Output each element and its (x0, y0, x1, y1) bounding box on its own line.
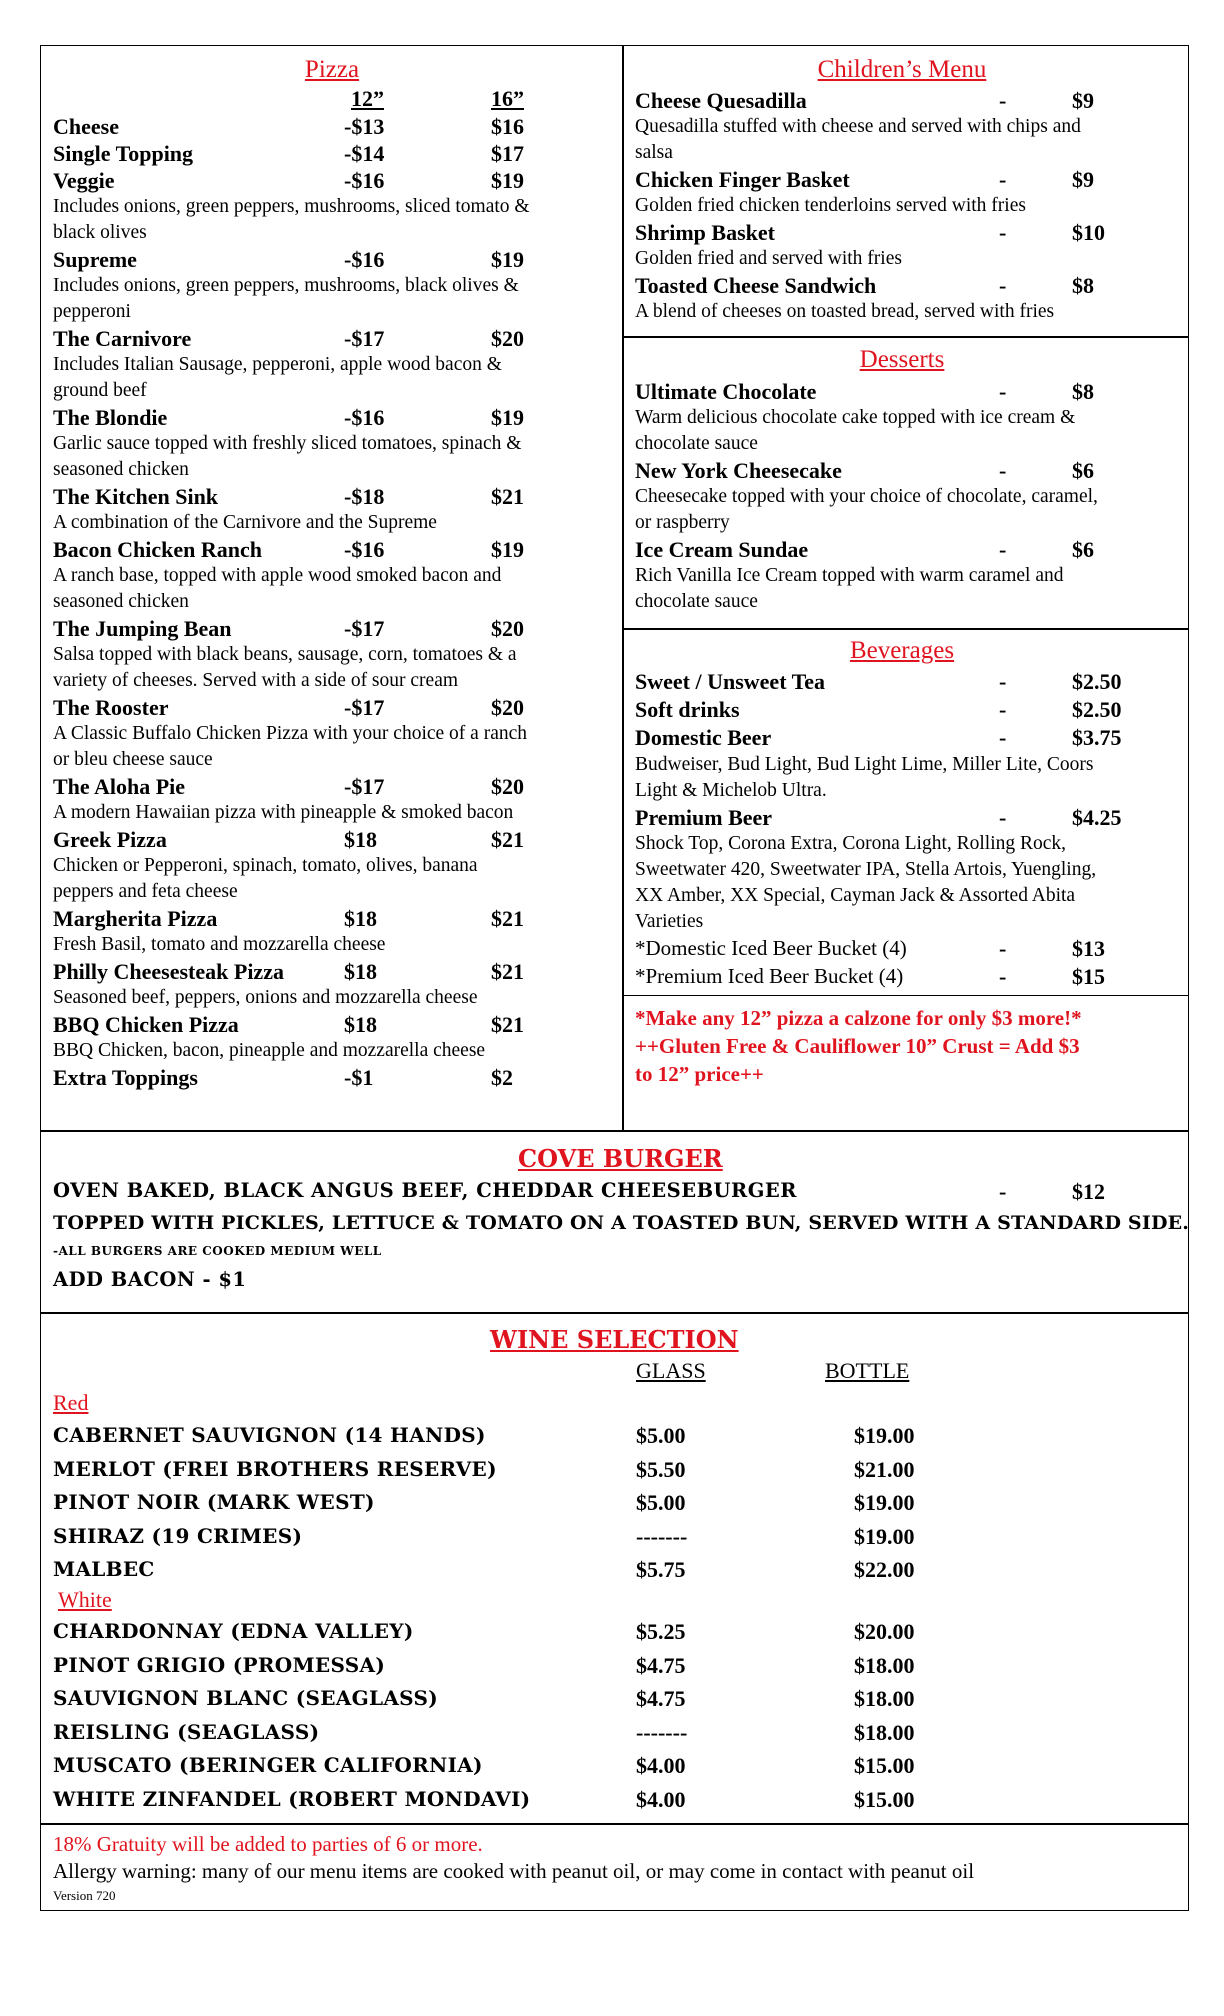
pizza-price-16: $2 (491, 1065, 513, 1090)
wine-glass-price: $5.75 (636, 1557, 686, 1582)
kids-item-name: Chicken Finger Basket (635, 167, 850, 192)
kids-item-price: $10 (1072, 220, 1105, 245)
red-wine-label: Red (53, 1390, 89, 1415)
pizza-name: The Carnivore (53, 326, 192, 351)
pizza-price-12: $18 (344, 906, 377, 931)
pizza-price-16: $21 (491, 906, 524, 931)
kids-item-price: $9 (1072, 88, 1094, 113)
gluten-free-note-cont: to 12” price++ (635, 1062, 764, 1086)
wine-bottle-price: $18.00 (854, 1686, 915, 1711)
kids-item-price: $8 (1072, 273, 1094, 298)
premium-bucket-price: $15 (1072, 964, 1105, 989)
pizza-price-16: $19 (491, 537, 524, 562)
pizza-price-16: $20 (491, 695, 524, 720)
pizza-price-16: $21 (491, 1012, 524, 1037)
pizza-price-16: $20 (491, 616, 524, 641)
wine-glass-price: ------- (636, 1523, 688, 1549)
wine-name: CABERNET SAUVIGNON (14 HANDS) (53, 1423, 486, 1447)
gratuity-note: 18% Gratuity will be added to parties of 6 or more. (53, 1832, 483, 1856)
pizza-desc: ground beef (53, 380, 147, 401)
wine-bottle-price: $15.00 (854, 1753, 915, 1778)
pizza-desc: seasoned chicken (53, 459, 189, 480)
pizza-price-16: $16 (491, 114, 524, 139)
col-16-header: 16” (491, 86, 524, 111)
wine-name: REISLING (SEAGLASS) (53, 1719, 320, 1744)
wine-bottle-price: $19.00 (854, 1423, 915, 1448)
pizza-desc: or bleu cheese sauce (53, 749, 213, 770)
premium-bucket-dash: - (999, 964, 1007, 989)
pizza-price-12: -$17 (344, 695, 385, 720)
kids-item-desc: Golden fried and served with fries (635, 248, 902, 269)
wine-glass-price: $4.75 (636, 1686, 686, 1711)
kids-item-dash: - (999, 167, 1007, 192)
kids-item-price: $9 (1072, 167, 1094, 192)
dessert-desc: Warm delicious chocolate cake topped with ice cream & (635, 407, 1076, 428)
desserts-title: Desserts (859, 346, 945, 373)
kids-item-desc: A blend of cheeses on toasted bread, served with fries (635, 301, 1055, 322)
pizza-desc: A modern Hawaiian pizza with pineapple & smoked bacon (53, 802, 514, 823)
dessert-desc: chocolate sauce (635, 433, 758, 454)
wine-name: PINOT GRIGIO (PROMESSA) (53, 1652, 386, 1677)
pizza-price-16: $17 (491, 141, 524, 166)
kids-item-desc: Golden fried chicken tenderloins served with fries (635, 195, 1026, 216)
wine-name: CHARDONNAY (EDNA VALLEY) (53, 1619, 414, 1643)
pizza-name: The Kitchen Sink (53, 484, 219, 509)
pizza-desc: black olives (53, 222, 147, 243)
wine-name: MERLOT (FREI BROTHERS RESERVE) (53, 1456, 497, 1481)
soft-drinks-name: Soft drinks (635, 697, 740, 722)
white-wine-label: White (58, 1587, 112, 1612)
wine-bottle-price: $18.00 (854, 1719, 915, 1745)
cove-burger-title: COVE BURGER (518, 1144, 723, 1173)
pizza-desc: peppers and feta cheese (53, 881, 238, 902)
pizza-desc: A ranch base, topped with apple wood smoked bacon and (53, 565, 502, 586)
pizza-price-16: $21 (491, 959, 524, 984)
wine-bottle-price: $19.00 (854, 1523, 915, 1549)
wine-selection-title: WINE SELECTION (490, 1325, 739, 1354)
glass-header: GLASS (636, 1358, 706, 1383)
pizza-price-12: -$16 (344, 537, 385, 562)
pizza-price-12: -$16 (344, 405, 385, 430)
dessert-dash: - (999, 379, 1007, 404)
wine-glass-price: $4.00 (636, 1753, 686, 1778)
pizza-name: BBQ Chicken Pizza (53, 1012, 239, 1037)
wine-name: MUSCATO (BERINGER CALIFORNIA) (53, 1753, 483, 1777)
wine-bottle-price: $21.00 (854, 1456, 915, 1482)
kids-item-dash: - (999, 220, 1007, 245)
col-12-header: 12” (351, 86, 384, 111)
pizza-price-12: $18 (344, 959, 377, 984)
pizza-price-12: -$16 (344, 247, 385, 272)
wine-name: MALBEC (53, 1557, 155, 1581)
pizza-price-12: -$14 (344, 141, 385, 166)
kids-item-dash: - (999, 88, 1007, 113)
pizza-desc: Seasoned beef, peppers, onions and mozzarella cheese (53, 987, 478, 1008)
burger-price: $12 (1072, 1179, 1105, 1204)
pizza-price-12: $18 (344, 1012, 377, 1037)
dessert-name: Ultimate Chocolate (635, 379, 817, 404)
wine-glass-price: $4.00 (636, 1786, 686, 1812)
kids-item-desc: salsa (635, 142, 673, 163)
kids-item-name: Cheese Quesadilla (635, 88, 807, 113)
pizza-name: Supreme (53, 247, 137, 272)
kids-item-name: Shrimp Basket (635, 220, 775, 245)
wine-name: PINOT NOIR (MARK WEST) (53, 1490, 375, 1514)
domestic-bucket-dash: - (999, 936, 1007, 961)
domestic-beer-dash: - (999, 725, 1007, 750)
bottle-header: BOTTLE (825, 1358, 910, 1383)
domestic-bucket-price: $13 (1072, 936, 1105, 961)
domestic-beer-desc: Budweiser, Bud Light, Bud Light Lime, Miller Lite, Coors (635, 754, 1094, 775)
kids-item-desc: Quesadilla stuffed with cheese and served with chips and (635, 116, 1081, 137)
calzone-note: *Make any 12” pizza a calzone for only $3 more!* (635, 1006, 1082, 1030)
childrens-menu-title: Children’s Menu (817, 56, 987, 83)
pizza-price-12: -$16 (344, 168, 385, 193)
pizza-desc: A Classic Buffalo Chicken Pizza with your choice of a ranch (53, 723, 528, 744)
premium-beer-desc: Shock Top, Corona Extra, Corona Light, Rolling Rock, (635, 833, 1067, 854)
pizza-price-12: -$17 (344, 326, 385, 351)
wine-glass-price: $5.00 (636, 1423, 686, 1448)
premium-beer-name: Premium Beer (635, 805, 773, 830)
pizza-desc: seasoned chicken (53, 591, 189, 612)
domestic-beer-name: Domestic Beer (635, 725, 772, 750)
pizza-name: The Jumping Bean (53, 616, 232, 641)
pizza-desc: Salsa topped with black beans, sausage, corn, tomatoes & a (53, 644, 517, 665)
dessert-price: $8 (1072, 379, 1094, 404)
add-bacon: ADD BACON - $1 (53, 1268, 247, 1291)
burger-cook-note: -ALL BURGERS ARE COOKED MEDIUM WELL (53, 1244, 382, 1258)
dessert-price: $6 (1072, 537, 1094, 562)
domestic-beer-price: $3.75 (1072, 725, 1122, 750)
pizza-desc: Includes onions, green peppers, mushrooms, black olives & (53, 275, 519, 296)
dessert-desc: chocolate sauce (635, 591, 758, 612)
wine-bottle-price: $19.00 (854, 1490, 915, 1515)
burger-description: OVEN BAKED, BLACK ANGUS BEEF, CHEDDAR CHEESEBURGER (53, 1179, 797, 1202)
pizza-desc: Includes onions, green peppers, mushrooms, sliced tomato & (53, 196, 530, 217)
pizza-desc: A combination of the Carnivore and the Supreme (53, 512, 437, 533)
beverage-note-divider (622, 995, 1189, 996)
dessert-desc: Rich Vanilla Ice Cream topped with warm caramel and (635, 565, 1064, 586)
wine-name: SHIRAZ (19 CRIMES) (53, 1523, 303, 1548)
wine-glass-price: $5.25 (636, 1619, 686, 1644)
pizza-price-16: $20 (491, 326, 524, 351)
wine-selection-section (40, 1312, 1189, 1825)
wine-glass-price: $5.00 (636, 1490, 686, 1515)
pizza-desc: Fresh Basil, tomato and mozzarella cheese (53, 934, 386, 955)
tea-dash: - (999, 669, 1007, 694)
pizza-desc: variety of cheeses. Served with a side of sour cream (53, 670, 459, 691)
soft-drinks-price: $2.50 (1072, 697, 1122, 722)
allergy-warning: Allergy warning: many of our menu items are cooked with peanut oil, or may come in contact with peanut oil (53, 1859, 975, 1883)
pizza-price-12: -$13 (344, 114, 385, 139)
pizza-price-16: $19 (491, 168, 524, 193)
pizza-desc: Includes Italian Sausage, pepperoni, apple wood bacon & (53, 354, 502, 375)
premium-beer-price: $4.25 (1072, 805, 1122, 830)
premium-beer-desc: Sweetwater 420, Sweetwater IPA, Stella Artois, Yuengling, (635, 859, 1097, 880)
premium-bucket-name: *Premium Iced Beer Bucket (4) (635, 964, 904, 988)
premium-beer-desc: Varieties (635, 911, 704, 932)
dessert-desc: Cheesecake topped with your choice of chocolate, caramel, (635, 486, 1098, 507)
pizza-desc: Garlic sauce topped with freshly sliced tomatoes, spinach & (53, 433, 522, 454)
wine-bottle-price: $22.00 (854, 1557, 915, 1582)
pizza-price-16: $21 (491, 484, 524, 509)
kids-item-dash: - (999, 273, 1007, 298)
soft-drinks-dash: - (999, 697, 1007, 722)
pizza-desc: Chicken or Pepperoni, spinach, tomato, olives, banana (53, 855, 478, 876)
pizza-name: Single Topping (53, 141, 194, 166)
wine-bottle-price: $15.00 (854, 1786, 915, 1812)
wine-bottle-price: $20.00 (854, 1619, 915, 1644)
kids-item-name: Toasted Cheese Sandwich (635, 273, 877, 298)
tea-name: Sweet / Unsweet Tea (635, 669, 826, 694)
burger-toppings: TOPPED WITH PICKLES, LETTUCE & TOMATO ON A TOASTED BUN, SERVED WITH A STANDARD SIDE. (53, 1212, 1190, 1234)
dessert-desc: or raspberry (635, 512, 730, 533)
pizza-price-12: $18 (344, 827, 377, 852)
domestic-beer-desc: Light & Michelob Ultra. (635, 780, 827, 801)
pizza-name: Veggie (53, 168, 115, 193)
pizza-title: Pizza (304, 56, 360, 83)
premium-beer-desc: XX Amber, XX Special, Cayman Jack & Assorted Abita (635, 885, 1076, 906)
tea-price: $2.50 (1072, 669, 1122, 694)
wine-bottle-price: $18.00 (854, 1652, 915, 1678)
pizza-name: The Aloha Pie (53, 774, 186, 799)
dessert-price: $6 (1072, 458, 1094, 483)
pizza-price-16: $19 (491, 247, 524, 272)
pizza-name: The Blondie (53, 405, 168, 430)
wine-glass-price: ------- (636, 1719, 688, 1745)
wine-name: WHITE ZINFANDEL (ROBERT MONDAVI) (53, 1786, 531, 1811)
dessert-name: New York Cheesecake (635, 458, 842, 483)
pizza-name: Extra Toppings (53, 1065, 198, 1090)
pizza-name: Cheese (53, 114, 119, 139)
beverages-title: Beverages (849, 637, 955, 664)
version-label: Version 720 (53, 1888, 116, 1903)
pizza-price-16: $19 (491, 405, 524, 430)
domestic-bucket-name: *Domestic Iced Beer Bucket (4) (635, 936, 907, 960)
pizza-desc: BBQ Chicken, bacon, pineapple and mozzarella cheese (53, 1040, 486, 1061)
premium-beer-dash: - (999, 805, 1007, 830)
pizza-name: Margherita Pizza (53, 906, 218, 931)
wine-name: SAUVIGNON BLANC (SEAGLASS) (53, 1686, 438, 1710)
gluten-free-note: ++Gluten Free & Cauliflower 10” Crust = Add $3 (635, 1034, 1080, 1058)
pizza-price-16: $20 (491, 774, 524, 799)
wine-glass-price: $5.50 (636, 1456, 686, 1482)
wine-glass-price: $4.75 (636, 1652, 686, 1678)
pizza-price-16: $21 (491, 827, 524, 852)
pizza-name: The Rooster (53, 695, 169, 720)
pizza-price-12: -$18 (344, 484, 385, 509)
burger-dash: - (999, 1179, 1007, 1204)
dessert-dash: - (999, 458, 1007, 483)
dessert-dash: - (999, 537, 1007, 562)
pizza-desc: pepperoni (53, 301, 131, 322)
pizza-name: Bacon Chicken Ranch (53, 537, 263, 562)
pizza-name: Greek Pizza (53, 827, 167, 852)
dessert-name: Ice Cream Sundae (635, 537, 809, 562)
pizza-price-12: -$17 (344, 774, 385, 799)
pizza-price-12: -$1 (344, 1065, 374, 1090)
pizza-price-12: -$17 (344, 616, 385, 641)
pizza-name: Philly Cheesesteak Pizza (53, 959, 284, 984)
